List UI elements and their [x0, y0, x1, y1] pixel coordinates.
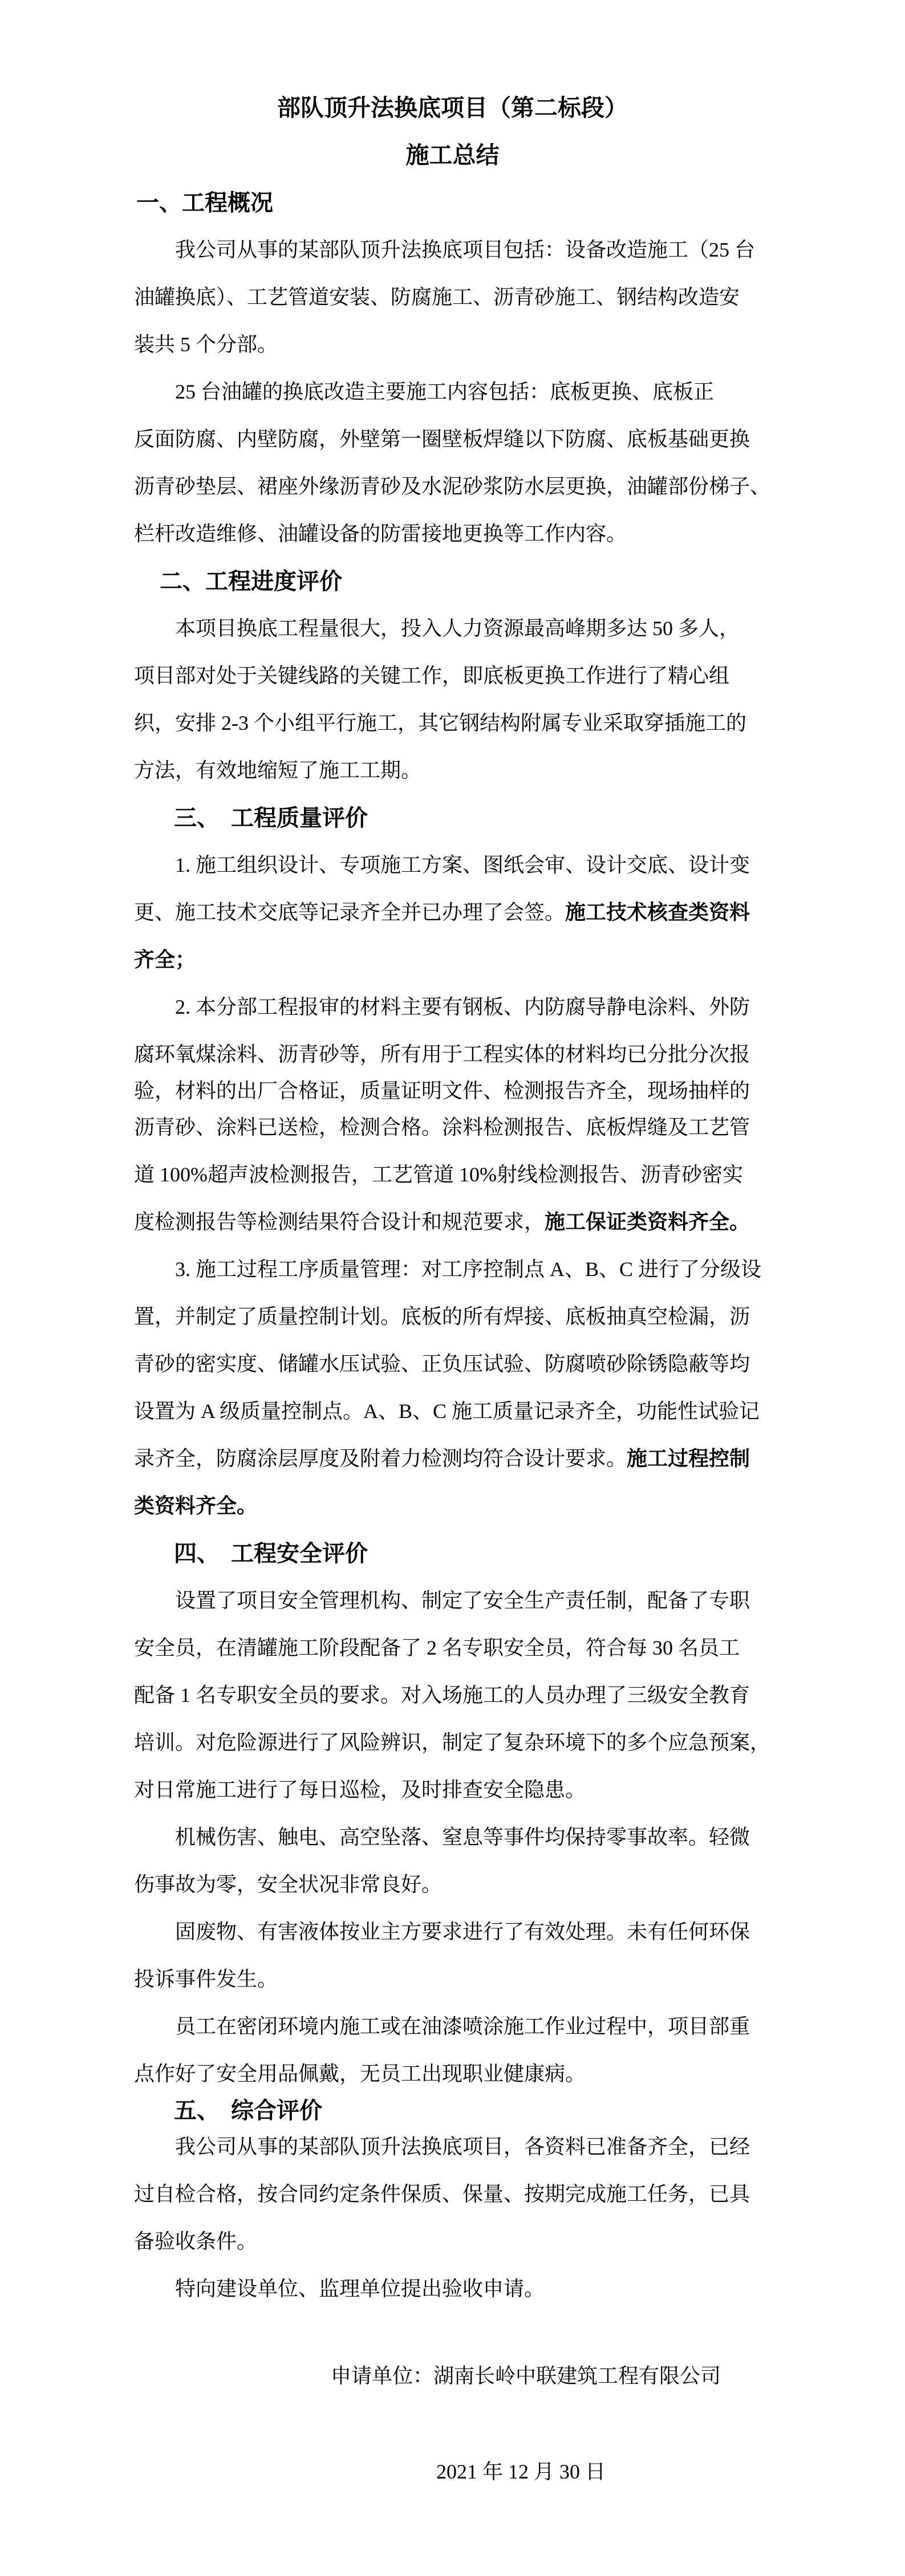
section-1-heading: 一、工程概况 — [136, 190, 273, 216]
s4-p2-l2: 伤事故为零，安全状况非常良好。 — [134, 1873, 443, 1896]
s3-p2-l6-bold: 施工保证类资料齐全。 — [545, 1210, 750, 1233]
s5-p2-l1: 特向建设单位、监理单位提出验收申请。 — [175, 2277, 545, 2300]
s4-p1-l3: 配备 1 名专职安全员的要求。对入场施工的人员办理了三级安全教育 — [134, 1684, 750, 1707]
s3-p3-l5-bold: 施工过程控制 — [627, 1447, 750, 1470]
s3-p1-l1: 1. 施工组织设计、专项施工方案、图纸会审、设计交底、设计变 — [175, 854, 750, 876]
doc-title: 部队顶升法换底项目（第二标段） — [277, 95, 628, 121]
s1-p1-l2: 油罐换底）、工艺管道安装、防腐施工、沥青砂施工、钢结构改造安 — [134, 286, 740, 308]
s4-p4-l1: 员工在密闭环境内施工或在油漆喷涂施工作业过程中，项目部重 — [175, 2015, 750, 2038]
s5-p1-l1: 我公司从事的某部队顶升法换底项目，各资料已准备齐全，已经 — [175, 2135, 750, 2158]
applicant-line: 申请单位：湖南长岭中联建筑工程有限公司 — [331, 2364, 721, 2387]
s4-p3-l2: 投诉事件发生。 — [134, 1968, 278, 1990]
s1-p2-l4: 栏杆改造维修、油罐设备的防雷接地更换等工作内容。 — [134, 522, 627, 545]
s3-p3-l5 — [134, 1435, 905, 1482]
s5-p1-l3: 备验收条件。 — [134, 2230, 258, 2253]
s3-p1-l2 — [134, 889, 905, 936]
s4-p1-l1: 设置了项目安全管理机构、制定了安全生产责任制，配备了专职 — [175, 1589, 750, 1612]
s4-p1-l4: 培训。对危险源进行了风险辨识，制定了复杂环境下的多个应急预案， — [134, 1731, 771, 1754]
s3-p2-l6-normal: 度检测报告等检测结果符合设计和规范要求， — [134, 1210, 545, 1233]
s3-p1-l2-normal: 更、施工技术交底等记录齐全并已办理了会签。 — [134, 901, 566, 924]
date-line: 2021 年 12 月 30 日 — [436, 2460, 606, 2483]
section-2-heading: 二、工程进度评价 — [160, 568, 342, 594]
s4-p2-l1: 机械伤害、触电、高空坠落、窒息等事件均保持零事故率。轻微 — [175, 1826, 750, 1848]
s3-p3-l4: 设置为 A 级质量控制点。A、B、C 施工质量记录齐全，功能性试验记 — [134, 1400, 760, 1423]
s3-p1-l3: 齐全； — [134, 948, 196, 971]
s4-p4-l2: 点作好了安全用品佩戴，无员工出现职业健康病。 — [134, 2062, 586, 2085]
doc-subtitle: 施工总结 — [405, 142, 500, 168]
s3-p2-l6 — [134, 1198, 905, 1246]
section-4-heading: 四、 工程安全评价 — [174, 1541, 368, 1566]
s3-p2-l5: 道 100%超声波检测报告，工艺管道 10%射线检测报告、沥青砂密实 — [134, 1163, 743, 1186]
s5-p1-l2: 过自检合格，按合同约定条件保质、保量、按期完成施工任务，已具 — [134, 2183, 750, 2205]
s3-p2-l2: 腐环氧煤涂料、沥青砂等，所有用于工程实体的材料均已分批分次报 — [134, 1043, 750, 1066]
s2-p1-l2: 项目部对处于关键线路的关键工作，即底板更换工作进行了精心组 — [134, 664, 730, 687]
s3-p3-l5-normal: 录齐全，防腐涂层厚度及附着力检测均符合设计要求。 — [134, 1447, 627, 1470]
s3-p3-l3: 青砂的密实度、储罐水压试验、正负压试验、防腐喷砂除锈隐蔽等均 — [134, 1352, 750, 1375]
s1-p1-l3: 装共 5 个分部。 — [134, 333, 278, 356]
s3-p3-l6: 类资料齐全。 — [134, 1494, 258, 1517]
s3-p2-l3: 验，材料的出厂合格证，质量证明文件、检测报告齐全，现场抽样的 — [134, 1079, 750, 1102]
s3-p3-l2: 置，并制定了质量控制计划。底板的所有焊接、底板抽真空检漏，沥 — [134, 1305, 750, 1328]
s1-p2-l2: 反面防腐、内壁防腐，外壁第一圈壁板焊缝以下防腐、底板基础更换 — [134, 428, 750, 450]
s2-p1-l4: 方法，有效地缩短了施工工期。 — [134, 759, 422, 782]
s2-p1-l3: 织，安排 2-3 个小组平行施工，其它钢结构附属专业采取穿插施工的 — [134, 712, 746, 734]
s3-p1-l2-bold: 施工技术核查类资料 — [565, 901, 750, 924]
section-5-heading: 五、 综合评价 — [174, 2098, 322, 2123]
s3-p2-l1: 2. 本分部工程报审的材料主要有钢板、内防腐导静电涂料、外防 — [175, 996, 750, 1018]
s2-p1-l1: 本项目换底工程量很大，投入人力资源最高峰期多达 50 多人， — [175, 617, 740, 640]
s4-p3-l1: 固废物、有害液体按业主方要求进行了有效处理。未有任何环保 — [175, 1920, 750, 1943]
s4-p1-l2: 安全员，在清罐施工阶段配备了 2 名专职安全员，符合每 30 名员工 — [134, 1636, 740, 1659]
s3-p2-l4: 沥青砂、涂料已送检，检测合格。涂料检测报告、底板焊缝及工艺管 — [134, 1116, 750, 1139]
s3-p3-l1: 3. 施工过程工序质量管理：对工序控制点 A、B、C 进行了分级设 — [175, 1258, 762, 1281]
s1-p2-l1: 25 台油罐的换底改造主要施工内容包括：底板更换、底板正 — [175, 380, 715, 403]
s4-p1-l5: 对日常施工进行了每日巡检，及时排查安全隐患。 — [134, 1778, 586, 1801]
s1-p2-l3: 沥青砂垫层、裙座外缘沥青砂及水泥砂浆防水层更换，油罐部份梯子、 — [134, 475, 771, 498]
s1-p1-l1: 我公司从事的某部队顶升法换底项目包括：设备改造施工（25 台 — [175, 238, 756, 261]
section-3-heading: 三、 工程质量评价 — [174, 805, 368, 831]
